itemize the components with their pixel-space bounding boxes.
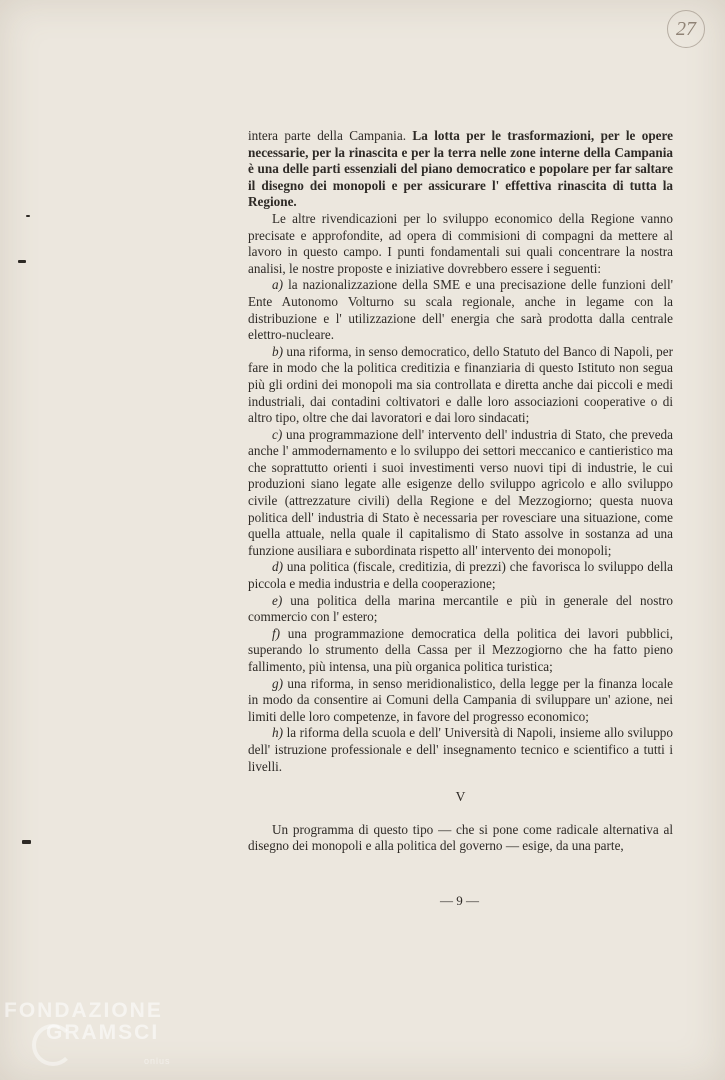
list-item-e (248, 593, 673, 626)
intro-bold-text: La lotta per le trasformazioni, per le opere necessarie, per la rinascita e per la terra nelle zone interne della Campania è una delle parti essenziali del piano democratico e popolare per far saltare il disegno dei monopoli e per assicurare l' effettiva rinascita di tutta la Regione. (248, 128, 674, 210)
intro-text: intera parte della Campania. (248, 128, 413, 143)
margin-mark (18, 260, 26, 263)
folio-stamp: 27 (667, 10, 705, 48)
list-text: una politica della marina mercantile e più in generale del nostro commercio con l' estero; (248, 592, 673, 625)
list-text: una programmazione democratica della politica dei lavori pubblici, superando lo strumento della Cassa per il Mezzogiorno che ha fatto pieno fallimento, più intensa, una più organica politica turistica; (248, 625, 673, 674)
watermark-line1: FONDAZIONE (4, 999, 163, 1022)
list-letter: b) (272, 343, 283, 359)
list-text: una riforma, in senso meridionalistico, della legge per la finanza locale in modo da consentire ai Comuni della Campania di sviluppare un' azione, nei limiti delle loro competenze, in favore del progresso economico; (248, 675, 673, 724)
list-text: una riforma, in senso democratico, dello Statuto del Banco di Napoli, per fare in modo che la politica creditizia e finanziaria di questo Istituto non segua più gli ordini dei monopoli ma sia controllata e diretta anche dai piccoli e medi industriali, dai contadini coltivatori e dalle loro associazioni cooperative o di altro tipo, oltre che dai lavoratori e dai loro sindacati; (248, 343, 673, 426)
watermark-logo (4, 999, 171, 1066)
list-letter: g) (272, 675, 283, 691)
watermark-line3: onlus (144, 1056, 171, 1066)
list-letter: a) (272, 277, 283, 293)
list-item-a (248, 277, 673, 343)
page-number: — 9 — (440, 893, 479, 908)
list-letter: h) (272, 725, 283, 741)
list-letter: d) (272, 559, 283, 575)
margin-mark (26, 215, 30, 217)
section-heading: V (455, 789, 466, 805)
list-item-g (248, 676, 673, 726)
list-item-c (248, 427, 673, 560)
gramsci-g-icon (32, 1024, 74, 1066)
list-item-d (248, 559, 673, 592)
margin-mark (22, 840, 31, 844)
list-item-h (248, 725, 673, 775)
list-letter: f) (272, 625, 281, 641)
document-body (248, 128, 673, 855)
list-item-f (248, 626, 673, 676)
list-letter: c) (272, 426, 283, 442)
list-text: una programmazione dell' intervento dell' industria di Stato, che preveda anche l' ammodernamento e lo sviluppo dei settori meccanico e cantieristico ma che soprattutto orienti i suoi investimenti verso nuovi tipi di industrie, le cui produzioni siano legate alle esigenze dello sviluppo agricolo e allo sviluppo civile (attrezzature civili) della Regione e del Mezzogiorno; questa nuova politica dell' industria di Stato è necessaria per rovesciare una situazione, come quella attuale, nella quale il capitalismo di Stato assolve in sostanza ad una funzione ausiliara e subordinata rispetto all' intervento dei monopoli; (248, 426, 673, 558)
watermark-line2: GRAMSCI (46, 1021, 160, 1044)
list-letter: e) (272, 592, 283, 608)
list-text: la nazionalizzazione della SME e una precisazione delle funzioni dell' Ente Autonomo Volturno su scala regionale, anche in legame con la distribuzione e l' utilizzazione dell' energia che sarà prodotta dalla centrale elettro-nucleare. (248, 277, 673, 343)
paragraph-closing: Un programma di questo tipo — che si pone come radicale alternativa al disegno dei monopoli e alla politica del governo — esige, da una parte, (248, 821, 673, 854)
list-item-b (248, 344, 673, 427)
paragraph-intro (248, 128, 673, 211)
paragraph-rivendicazioni: Le altre rivendicazioni per lo sviluppo economico della Regione vanno precisate e approfondite, ad opera di commisioni di compagni da mettere al lavoro in questo campo. I punti fondamentali sui quali concentrare la nostra analisi, le nostre proposte e iniziative dovrebbero essere i seguenti: (248, 210, 673, 276)
list-text: la riforma della scuola e dell' Università di Napoli, insieme allo sviluppo dell' istruzione professionale e dell' insegnamento tecnico e scientifico a tutti i livelli. (248, 725, 673, 774)
list-text: una politica (fiscale, creditizia, di prezzi) che favorisca lo sviluppo della piccola e media industria e della cooperazione; (248, 559, 673, 592)
